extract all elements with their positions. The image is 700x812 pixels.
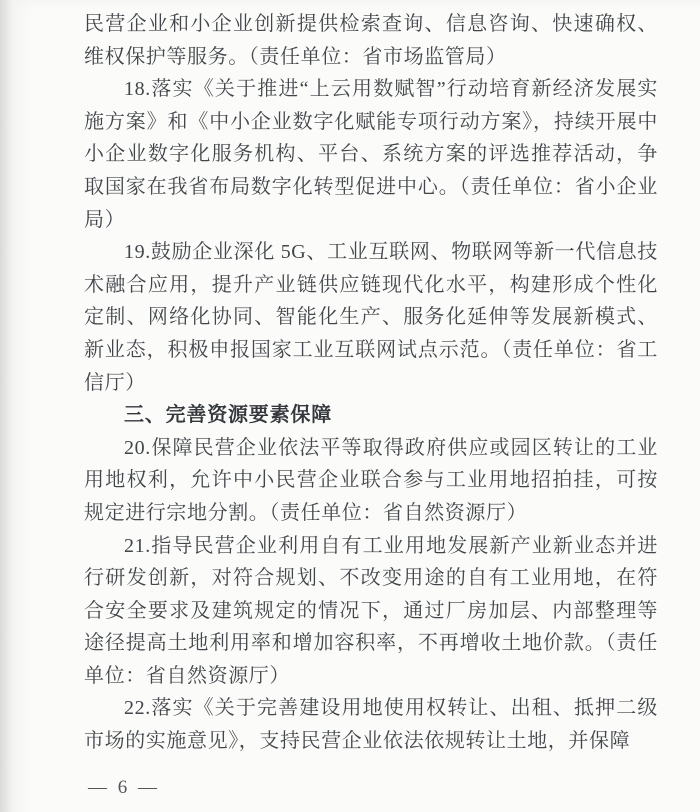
paragraph-item-21: 21.指导民营企业利用自有工业用地发展新产业新业态并进行研发创新，对符合规划、不改变用途的自有工业用地，在符合安全要求及建筑规定的情况下，通过厂房加层、内部整理等途径提高土地利用率和增加容积率，不再增收土地价款。（责任单位：省自然资源厅）: [84, 534, 658, 687]
paragraph-item-18: 18.落实《关于推进“上云用数赋智”行动培育新经济发展实施方案》和《中小企业数字化赋能专项行动方案》，持续开展中小企业数字化服务机构、平台、系统方案的评选推荐活动，争取国家在我省布局数字化转型促进中心。（责任单位：省小企业局）: [84, 78, 658, 231]
paragraph-item-22: 22.落实《关于完善建设用地使用权转让、出租、抵押二级市场的实施意见》，支持民营企业依法依规转让土地，并保障: [84, 697, 658, 753]
page-number: — 6 —: [88, 777, 160, 798]
scan-edge-shadow: [0, 0, 14, 812]
paragraph-item-20: 20.保障民营企业依法平等取得政府供应或园区转让的工业用地权利，允许中小民营企业联合参与工业用地招拍挂，可按规定进行宗地分割。（责任单位：省自然资源厅）: [84, 436, 658, 524]
paragraph-17-continuation: 民营企业和小企业创新提供检索查询、信息咨询、快速确权、维权保护等服务。（责任单位：省市场监管局）: [84, 13, 658, 68]
section-heading-3: 三、完善资源要素保障: [124, 404, 332, 427]
document-body: [84, 8, 658, 758]
paragraph-item-19: 19.鼓励企业深化 5G、工业互联网、物联网等新一代信息技术融合应用，提升产业链供应链现代化水平，构建形成个性化定制、网络化协同、智能化生产、服务化延伸等发展新模式、新业态，积极申报国家工业互联网试点示范。（责任单位：省工信厅）: [84, 241, 658, 394]
